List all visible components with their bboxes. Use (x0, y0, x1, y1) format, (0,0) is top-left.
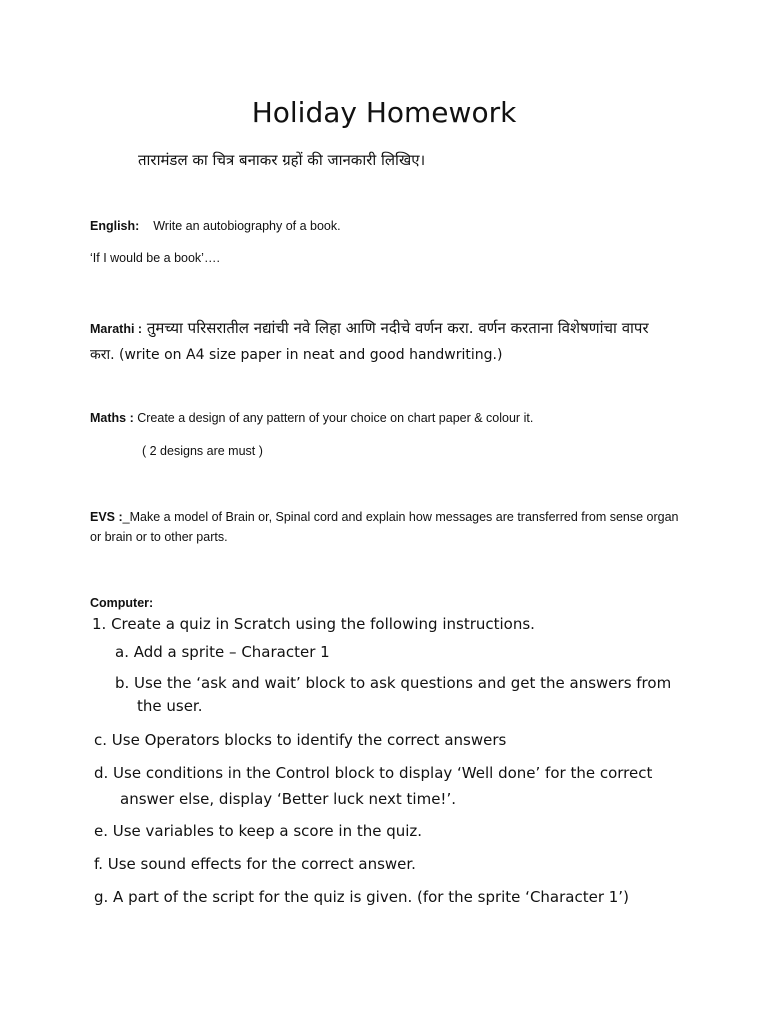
maths-label: Maths : (90, 411, 134, 425)
evs-section (90, 510, 679, 524)
maths-note: ( 2 designs are must ) (142, 444, 263, 458)
page-title: Holiday Homework (251, 96, 517, 129)
computer-item-e: e. Use variables to keep a score in the quiz. (94, 822, 423, 840)
english-label: English: (90, 219, 140, 233)
evs-label: EVS : (90, 510, 123, 524)
maths-section (90, 411, 533, 425)
evs-line1: _Make a model of Brain or, Spinal cord and explain how messages are transferred from sense organ (122, 510, 679, 524)
computer-label: Computer: (90, 596, 154, 610)
evs-line2: or brain or to other parts. (90, 530, 228, 544)
computer-item-b-cont: the user. (137, 697, 203, 715)
english-text: Write an autobiography of a book. (153, 219, 341, 233)
computer-item-1: 1. Create a quiz in Scratch using the following instructions. (92, 615, 535, 633)
english-section (90, 219, 341, 233)
marathi-section (90, 318, 649, 338)
computer-item-g: g. A part of the script for the quiz is given. (for the sprite ‘Character 1’) (94, 888, 629, 906)
marathi-line1: तुमच्या परिसरातील नद्यांची नवे लिहा आणि नदीचे वर्णन करा. वर्णन करताना विशेषणांचा वापर (142, 319, 649, 337)
english-line2: ‘If I would be a book’…. (90, 251, 220, 265)
computer-item-f: f. Use sound effects for the correct answer. (94, 855, 416, 873)
computer-item-d-cont: answer else, display ‘Better luck next time!’. (120, 790, 456, 808)
computer-item-b: b. Use the ‘ask and wait’ block to ask questions and get the answers from (115, 674, 672, 692)
hindi-instruction: तारामंडल का चित्र बनाकर ग्रहों की जानकारी लिखिए। (138, 151, 426, 169)
computer-item-d: d. Use conditions in the Control block to display ‘Well done’ for the correct (94, 764, 653, 782)
computer-item-c: c. Use Operators blocks to identify the correct answers (94, 731, 507, 749)
maths-text: Create a design of any pattern of your choice on chart paper & colour it. (133, 411, 534, 425)
marathi-label: Marathi : (90, 322, 143, 336)
computer-item-a: a. Add a sprite – Character 1 (115, 643, 330, 661)
marathi-line2: करा. (write on A4 size paper in neat and good handwriting.) (90, 347, 503, 363)
